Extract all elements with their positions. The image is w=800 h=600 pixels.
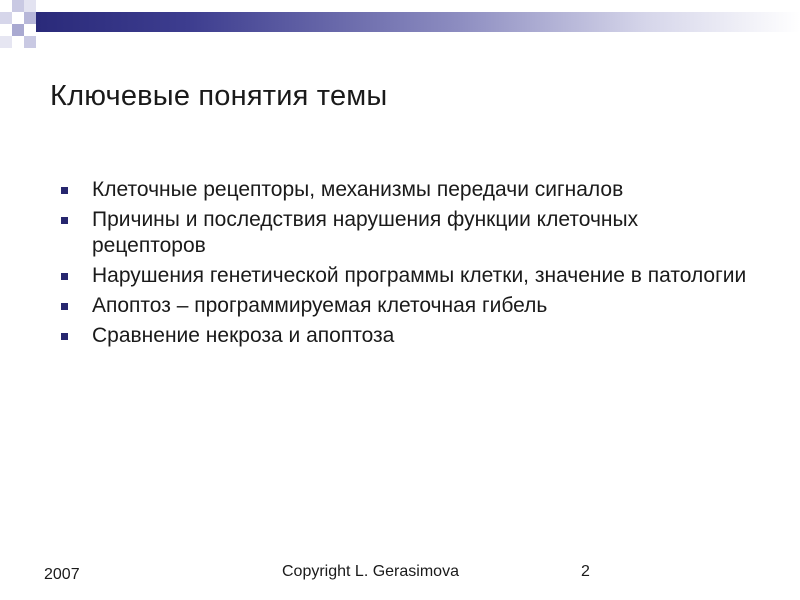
square-bullet-icon (61, 303, 68, 310)
bullet-text: Причины и последствия нарушения функции клеточных рецепторов (92, 208, 639, 257)
bullet-item (56, 293, 756, 319)
bullet-item (56, 177, 756, 203)
decor-square (0, 36, 12, 48)
bullet-text: Клеточные рецепторы, механизмы передачи сигналов (92, 178, 624, 201)
decor-square (12, 0, 24, 12)
square-bullet-icon (61, 187, 68, 194)
bullet-list (56, 177, 756, 353)
square-bullet-icon (61, 217, 68, 224)
square-bullet-icon (61, 333, 68, 340)
decor-square (24, 36, 36, 48)
bullet-text: Нарушения генетической программы клетки, значение в патологии (92, 264, 747, 287)
footer-page-number: 2 (581, 563, 590, 580)
slide-title: Ключевые понятия темы (50, 80, 388, 112)
bullet-item (56, 263, 756, 289)
bullet-item (56, 207, 756, 259)
decor-square (24, 12, 36, 24)
decor-square (12, 24, 24, 36)
bullet-text: Апоптоз – программируемая клеточная гибель (92, 294, 548, 317)
bullet-item (56, 323, 756, 349)
decor-square (0, 12, 12, 24)
header-decoration (0, 0, 800, 56)
footer-year: 2007 (44, 566, 80, 583)
bullet-text: Сравнение некроза и апоптоза (92, 324, 395, 347)
square-bullet-icon (61, 273, 68, 280)
header-gradient-bar (36, 12, 800, 32)
footer-copyright: Copyright L. Gerasimova (282, 563, 459, 580)
decor-square (24, 0, 36, 12)
